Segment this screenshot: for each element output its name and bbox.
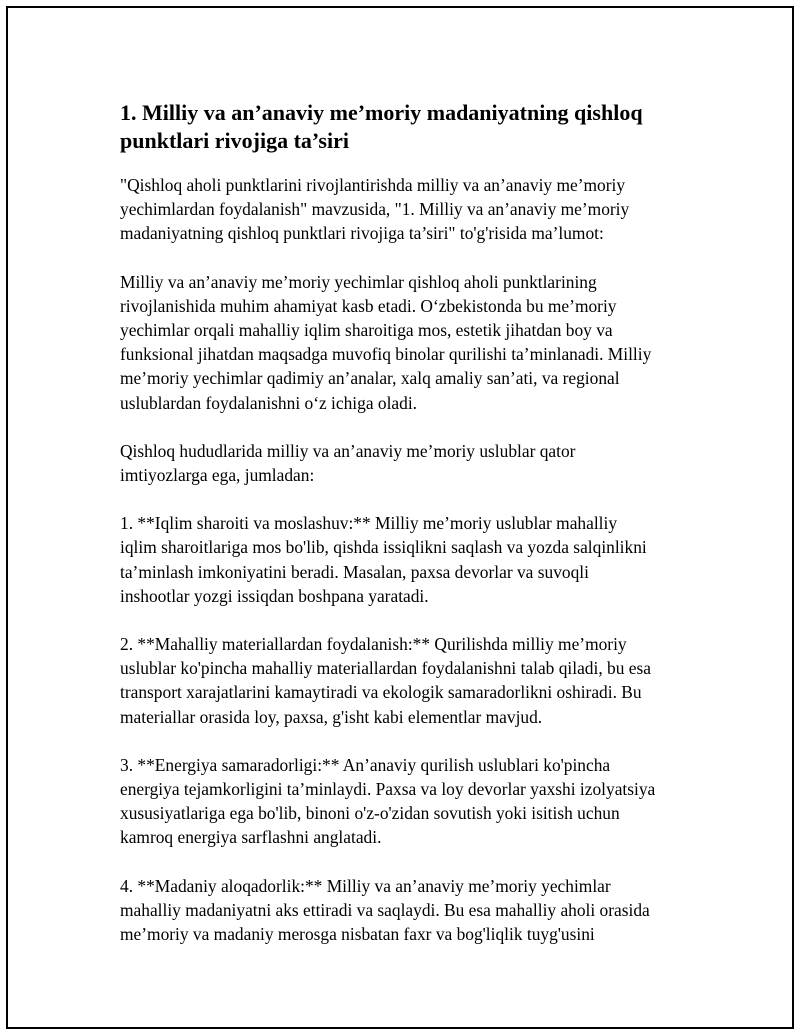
text-line: yechimlardan foydalanish" mavzusida, "1. Milliy va an’anaviy me’moriy: [120, 199, 630, 220]
list-item-materials: [120, 632, 700, 729]
text-line: imtiyozlarga ega, jumladan:: [120, 465, 315, 486]
title-line: punktlari rivojiga ta’siri: [120, 128, 349, 153]
list-item-climate: [120, 511, 700, 608]
title-line: 1. Milliy va an’anaviy me’moriy madaniyatning qishloq: [120, 100, 643, 125]
text-line: Milliy va an’anaviy me’moriy yechimlar qishloq aholi punktlarining: [120, 271, 597, 292]
text-line: uslublar ko'pincha mahalliy materiallardan foydalanishni talab qiladi, bu esa: [120, 658, 651, 679]
text-line: "Qishloq aholi punktlarini rivojlantirishda milliy va an’anaviy me’moriy: [120, 175, 626, 195]
text-line: uslublardan foydalanishni o‘z ichiga oladi.: [120, 392, 418, 413]
text-line: funksional jihatdan maqsadga muvofiq binolar qurilishi ta’minlanadi. Milliy: [120, 344, 652, 365]
text-line: xususiyatlariga ega bo'lib, binoni o'z-o'zidan sovutish yoki isitish uchun: [120, 803, 620, 824]
text-line: yechimlar orqali mahalliy iqlim sharoitiga mos, estetik jihatdan boy va: [120, 320, 613, 341]
text-line: me’moriy va madaniy merosga nisbatan faxr va bog'liqlik tuyg'usini: [120, 924, 595, 945]
text-line: inshootlar yozgi issiqdan boshpana yaratadi.: [120, 585, 429, 606]
text-line: Qishloq hududlarida milliy va an’anaviy me’moriy uslublar qator: [120, 440, 576, 461]
text-line: 3. **Energiya samaradorligi:** An’anaviy qurilish uslublari ko'pincha: [120, 754, 611, 775]
document-page: [6, 6, 794, 1029]
text-line: energiya tejamkorligini ta’minlaydi. Paxsa va loy devorlar yaxshi izolyatsiya: [120, 779, 656, 800]
text-line: 1. **Iqlim sharoiti va moslashuv:** Milliy me’moriy uslublar mahalliy: [120, 513, 618, 534]
text-line: rivojlanishida muhim ahamiyat kasb etadi. O‘zbekistonda bu me’moriy: [120, 295, 617, 316]
text-line: madaniyatning qishloq punktlari rivojiga ta’siri" to'g'risida ma’lumot:: [120, 223, 604, 244]
advantages-intro-paragraph: [120, 439, 700, 487]
document-title: [120, 99, 700, 155]
intro-paragraph: [120, 173, 700, 246]
text-line: kamroq energiya sarflashni anglatadi.: [120, 827, 382, 848]
text-line: materiallar orasida loy, paxsa, g'isht kabi elementlar mavjud.: [120, 706, 543, 727]
overview-paragraph: [120, 270, 700, 415]
text-line: me’moriy yechimlar qadimiy an’analar, xalq amaliy san’ati, va regional: [120, 368, 620, 389]
text-line: ta’minlash imkoniyatini beradi. Masalan, paxsa devorlar va suvoqli: [120, 561, 589, 582]
text-line: 4. **Madaniy aloqadorlik:** Milliy va an’anaviy me’moriy yechimlar: [120, 875, 611, 896]
text-line: iqlim sharoitlariga mos bo'lib, qishda issiqlikni saqlash va yozda salqinlikni: [120, 537, 647, 558]
text-line: mahalliy madaniyatni aks ettiradi va saqlaydi. Bu esa mahalliy aholi orasida: [120, 899, 650, 920]
list-item-culture: [120, 874, 700, 947]
text-line: transport xarajatlarini kamaytiradi va ekologik samaradorlikni oshiradi. Bu: [120, 682, 642, 703]
list-item-energy: [120, 753, 700, 850]
document-body: [120, 99, 700, 970]
text-line: 2. **Mahalliy materiallardan foydalanish:** Qurilishda milliy me’moriy: [120, 634, 627, 655]
